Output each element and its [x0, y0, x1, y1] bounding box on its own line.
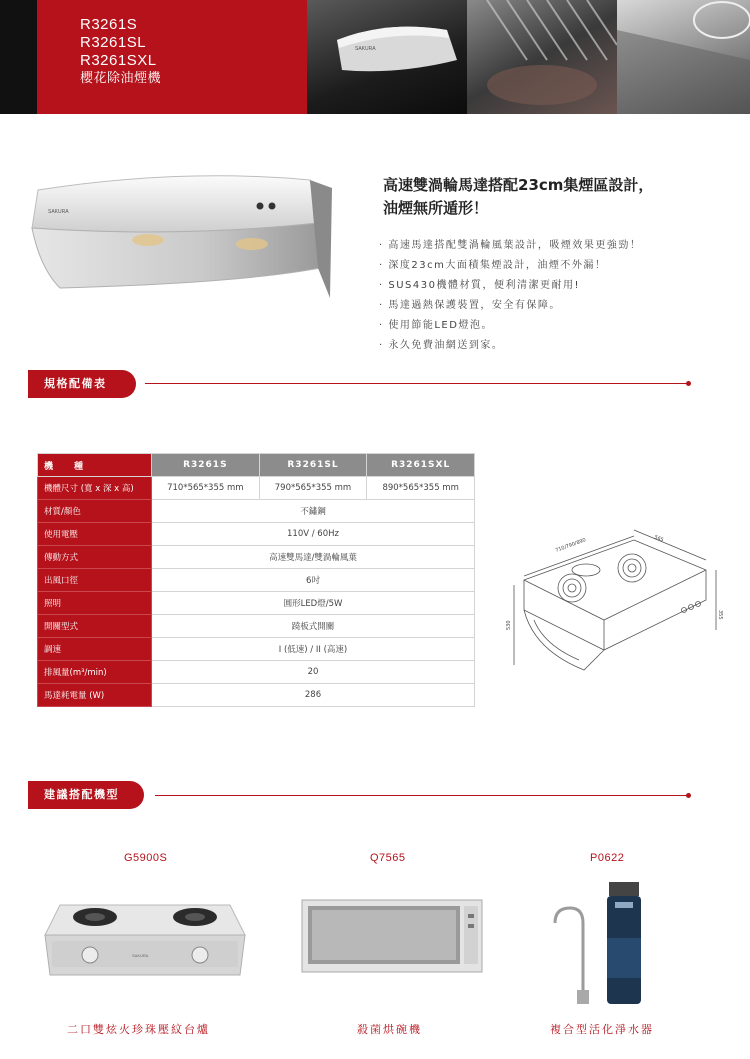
spec-section-divider	[145, 383, 690, 384]
table-row	[38, 615, 475, 638]
feature-item: · 高速馬達搭配雙渦輪風葉設計，吸煙效果更強勁！	[379, 236, 641, 256]
spec-row-label: 照明	[38, 592, 152, 615]
spec-row-value: 286	[152, 684, 475, 707]
feature-item: · 深度23cm大面積集煙設計，油煙不外漏！	[379, 256, 641, 276]
banner-model-3: R3261SXL	[80, 52, 157, 69]
spec-row-value: 蹺板式開關	[152, 615, 475, 638]
table-row	[38, 661, 475, 684]
banner-photo-hood	[307, 0, 467, 114]
feature-item: · 永久免費油網送到家。	[379, 336, 641, 356]
recommend-desc-1: 二口雙炫火珍珠壓紋台爐	[67, 1023, 210, 1036]
banner-caption-1-line-2: 便利清潔更耐用	[330, 1046, 394, 1056]
table-row	[38, 546, 475, 569]
spec-row-label: 排風量(m³/min)	[38, 661, 152, 684]
recommend-section-title: 建議搭配機型	[28, 781, 144, 809]
hood-closeup-graphic	[307, 0, 467, 114]
spec-row-label: 出風口徑	[38, 569, 152, 592]
spec-row-value: I (低速) / II (高速)	[152, 638, 475, 661]
hero-headline	[383, 174, 723, 220]
spec-row-value: 圓形LED燈/5W	[152, 592, 475, 615]
hood-dimension-diagram	[494, 500, 724, 700]
recommend-model-3[interactable]: P0622	[590, 852, 625, 864]
recommend-model-1[interactable]: G5900S	[124, 852, 168, 864]
fan-graphic	[617, 0, 750, 114]
banner-model-1: R3261S	[80, 16, 138, 33]
banner-caption-2: 鋼網烤漆塗佈，清洗沒煩惱	[482, 1044, 591, 1054]
spec-table-header	[38, 454, 475, 477]
spec-row-value: 710*565*355 mm	[152, 477, 260, 500]
recommend-desc-3: 複合型活化淨水器	[550, 1023, 654, 1036]
hero-headline-line-1: 高速雙渦輪馬達搭配23cm集煙區設計，	[383, 176, 654, 194]
recommend-section-divider-dot	[686, 793, 691, 798]
diagram-label-top: 530	[506, 620, 512, 630]
recommend-section-divider	[155, 795, 690, 796]
recommend-model-2[interactable]: Q7565	[370, 852, 406, 864]
spec-row-value: 20	[152, 661, 475, 684]
spec-row-value: 6吋	[152, 569, 475, 592]
banner-caption-3: 23cm加深集體設計	[633, 1044, 713, 1054]
spec-row-label: 開關型式	[38, 615, 152, 638]
spec-section-title: 規格配備表	[28, 370, 136, 398]
table-row	[38, 684, 475, 707]
table-row	[38, 477, 475, 500]
spec-row-label: 傳動方式	[38, 546, 152, 569]
feature-list	[379, 236, 641, 356]
diagram-label-width: 710/790/890	[554, 537, 587, 554]
spec-header-model: R3261S	[152, 454, 260, 477]
svg-text:SAKURA: SAKURA	[355, 46, 376, 52]
mesh-graphic	[467, 0, 617, 114]
svg-text:SAKURA: SAKURA	[132, 953, 149, 958]
spec-row-label: 材質/顏色	[38, 500, 152, 523]
spec-row-label: 使用電壓	[38, 523, 152, 546]
spec-row-value: 790*565*355 mm	[259, 477, 367, 500]
table-row	[38, 523, 475, 546]
table-row	[38, 638, 475, 661]
banner-photo-mesh	[467, 0, 617, 114]
banner-model-list	[80, 16, 161, 88]
spec-table	[37, 453, 475, 707]
table-row	[38, 592, 475, 615]
gas-stove-image[interactable]	[40, 895, 250, 990]
banner-model-2: R3261SL	[80, 34, 147, 51]
spec-header-model: R3261SXL	[367, 454, 475, 477]
table-row	[38, 500, 475, 523]
svg-text:SAKURA: SAKURA	[48, 209, 69, 215]
spec-row-label: 機體尺寸 (寬 x 深 x 高)	[38, 477, 152, 500]
banner-caption-1-line-1: SUS430機體材質	[330, 1035, 402, 1045]
spec-row-value: 110V / 60Hz	[152, 523, 475, 546]
spec-row-label: 調速	[38, 638, 152, 661]
feature-item: · SUS430機體材質，便利清潔更耐用!	[379, 276, 641, 296]
hero-headline-line-2: 油煙無所遁形！	[383, 199, 489, 217]
dish-dryer-image[interactable]	[300, 898, 485, 978]
range-hood-product-image	[20, 168, 340, 308]
diagram-label-height: 355	[717, 610, 723, 620]
spec-row-value: 890*565*355 mm	[367, 477, 475, 500]
spec-row-value: 高速雙馬達/雙渦輪風葉	[152, 546, 475, 569]
banner-photo-fan	[617, 0, 750, 114]
water-purifier-image[interactable]	[545, 878, 650, 1008]
spec-row-value: 不鏽鋼	[152, 500, 475, 523]
banner-red-block	[37, 0, 307, 114]
spec-header-model: R3261SL	[259, 454, 367, 477]
banner-product-name: 櫻花除油煙機	[80, 71, 162, 86]
feature-item: · 使用節能LED燈泡。	[379, 316, 641, 336]
table-row	[38, 569, 475, 592]
spec-row-label: 馬達耗電量 (W)	[38, 684, 152, 707]
banner-caption-1	[330, 1035, 401, 1057]
diagram-label-depth: 565	[653, 534, 665, 544]
spec-section-divider-dot	[686, 381, 691, 386]
feature-item: · 馬達過熱保護裝置，安全有保障。	[379, 296, 641, 316]
spec-header-label: 機 種	[38, 454, 152, 477]
recommend-desc-2: 殺菌烘碗機	[357, 1023, 422, 1036]
